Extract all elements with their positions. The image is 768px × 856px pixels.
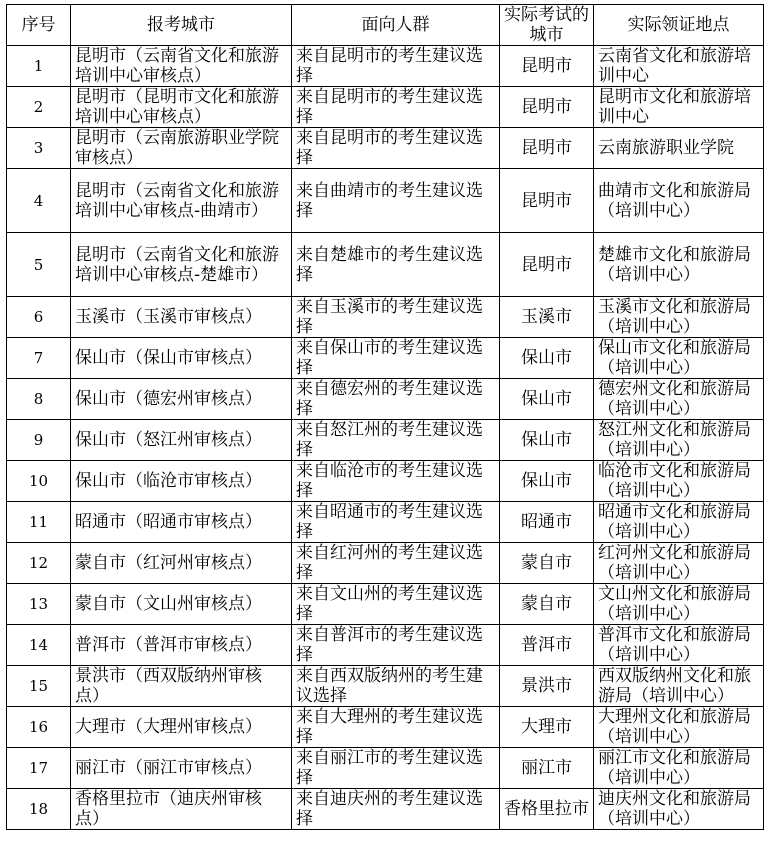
table-header-row	[7, 5, 764, 46]
row-index: 9	[7, 420, 71, 461]
row-audience: 来自怒江州的考生建议选择	[292, 420, 500, 461]
row-index: 4	[7, 169, 71, 233]
row-audience: 来自曲靖市的考生建议选择	[292, 169, 500, 233]
row-exam-city: 保山市（临沧市审核点）	[71, 461, 292, 502]
row-certificate-place: 云南省文化和旅游培训中心	[594, 46, 764, 87]
row-certificate-place: 迪庆州文化和旅游局（培训中心）	[594, 789, 764, 830]
row-index: 1	[7, 46, 71, 87]
row-exam-city: 昭通市（昭通市审核点）	[71, 502, 292, 543]
row-index: 18	[7, 789, 71, 830]
row-actual-exam-city: 普洱市	[500, 625, 594, 666]
header-audience: 面向人群	[292, 5, 500, 46]
row-actual-exam-city: 保山市	[500, 461, 594, 502]
table-row	[7, 461, 764, 502]
row-exam-city: 香格里拉市（迪庆州审核点）	[71, 789, 292, 830]
header-exam-city: 报考城市	[71, 5, 292, 46]
row-index: 7	[7, 338, 71, 379]
row-index: 14	[7, 625, 71, 666]
row-index: 8	[7, 379, 71, 420]
exam-city-table	[6, 4, 764, 830]
row-exam-city: 大理市（大理州审核点）	[71, 707, 292, 748]
row-index: 15	[7, 666, 71, 707]
row-exam-city: 蒙自市（红河州审核点）	[71, 543, 292, 584]
table-row	[7, 502, 764, 543]
table-row	[7, 420, 764, 461]
row-audience: 来自昭通市的考生建议选择	[292, 502, 500, 543]
table-row	[7, 707, 764, 748]
row-actual-exam-city: 昆明市	[500, 233, 594, 297]
table-row	[7, 666, 764, 707]
row-certificate-place: 玉溪市文化和旅游局（培训中心）	[594, 297, 764, 338]
row-actual-exam-city: 昆明市	[500, 169, 594, 233]
row-certificate-place: 怒江州文化和旅游局（培训中心）	[594, 420, 764, 461]
row-audience: 来自红河州的考生建议选择	[292, 543, 500, 584]
row-actual-exam-city: 保山市	[500, 420, 594, 461]
row-audience: 来自丽江市的考生建议选择	[292, 748, 500, 789]
row-certificate-place: 昭通市文化和旅游局（培训中心）	[594, 502, 764, 543]
table-row	[7, 338, 764, 379]
row-exam-city: 昆明市（昆明市文化和旅游培训中心审核点）	[71, 87, 292, 128]
row-exam-city: 玉溪市（玉溪市审核点）	[71, 297, 292, 338]
row-certificate-place: 丽江市文化和旅游局（培训中心）	[594, 748, 764, 789]
row-exam-city: 丽江市（丽江市审核点）	[71, 748, 292, 789]
row-audience: 来自玉溪市的考生建议选择	[292, 297, 500, 338]
row-index: 3	[7, 128, 71, 169]
header-index: 序号	[7, 5, 71, 46]
row-actual-exam-city: 昆明市	[500, 87, 594, 128]
row-exam-city: 昆明市（云南旅游职业学院审核点）	[71, 128, 292, 169]
row-actual-exam-city: 昆明市	[500, 46, 594, 87]
row-audience: 来自西双版纳州的考生建议选择	[292, 666, 500, 707]
row-audience: 来自临沧市的考生建议选择	[292, 461, 500, 502]
row-certificate-place: 普洱市文化和旅游局（培训中心）	[594, 625, 764, 666]
row-exam-city: 保山市（德宏州审核点）	[71, 379, 292, 420]
row-certificate-place: 楚雄市文化和旅游局（培训中心）	[594, 233, 764, 297]
document	[6, 4, 764, 830]
row-audience: 来自保山市的考生建议选择	[292, 338, 500, 379]
row-actual-exam-city: 昆明市	[500, 128, 594, 169]
row-actual-exam-city: 昭通市	[500, 502, 594, 543]
row-index: 5	[7, 233, 71, 297]
row-audience: 来自迪庆州的考生建议选择	[292, 789, 500, 830]
row-actual-exam-city: 蒙自市	[500, 543, 594, 584]
row-certificate-place: 红河州文化和旅游局（培训中心）	[594, 543, 764, 584]
row-index: 10	[7, 461, 71, 502]
row-certificate-place: 保山市文化和旅游局（培训中心）	[594, 338, 764, 379]
row-certificate-place: 曲靖市文化和旅游局（培训中心）	[594, 169, 764, 233]
row-index: 2	[7, 87, 71, 128]
table-row	[7, 128, 764, 169]
row-certificate-place: 云南旅游职业学院	[594, 128, 764, 169]
row-audience: 来自德宏州的考生建议选择	[292, 379, 500, 420]
row-index: 13	[7, 584, 71, 625]
row-index: 11	[7, 502, 71, 543]
row-certificate-place: 西双版纳州文化和旅游局（培训中心）	[594, 666, 764, 707]
row-audience: 来自昆明市的考生建议选择	[292, 87, 500, 128]
row-certificate-place: 昆明市文化和旅游培训中心	[594, 87, 764, 128]
row-index: 17	[7, 748, 71, 789]
row-exam-city: 昆明市（云南省文化和旅游培训中心审核点-楚雄市）	[71, 233, 292, 297]
row-exam-city: 保山市（保山市审核点）	[71, 338, 292, 379]
table-row	[7, 543, 764, 584]
table-row	[7, 748, 764, 789]
row-actual-exam-city: 保山市	[500, 338, 594, 379]
table-row	[7, 789, 764, 830]
row-audience: 来自昆明市的考生建议选择	[292, 46, 500, 87]
row-audience: 来自大理州的考生建议选择	[292, 707, 500, 748]
row-actual-exam-city: 大理市	[500, 707, 594, 748]
row-actual-exam-city: 蒙自市	[500, 584, 594, 625]
row-actual-exam-city: 玉溪市	[500, 297, 594, 338]
row-exam-city: 昆明市（云南省文化和旅游培训中心审核点-曲靖市）	[71, 169, 292, 233]
row-certificate-place: 大理州文化和旅游局（培训中心）	[594, 707, 764, 748]
row-index: 6	[7, 297, 71, 338]
header-certificate-place: 实际领证地点	[594, 5, 764, 46]
row-exam-city: 普洱市（普洱市审核点）	[71, 625, 292, 666]
row-actual-exam-city: 景洪市	[500, 666, 594, 707]
row-audience: 来自普洱市的考生建议选择	[292, 625, 500, 666]
row-index: 12	[7, 543, 71, 584]
row-audience: 来自楚雄市的考生建议选择	[292, 233, 500, 297]
row-actual-exam-city: 丽江市	[500, 748, 594, 789]
row-exam-city: 蒙自市（文山州审核点）	[71, 584, 292, 625]
row-exam-city: 景洪市（西双版纳州审核点）	[71, 666, 292, 707]
row-actual-exam-city: 保山市	[500, 379, 594, 420]
row-audience: 来自昆明市的考生建议选择	[292, 128, 500, 169]
row-exam-city: 昆明市（云南省文化和旅游培训中心审核点）	[71, 46, 292, 87]
table-row	[7, 169, 764, 233]
row-actual-exam-city: 香格里拉市	[500, 789, 594, 830]
header-actual-exam-city: 实际考试的城市	[500, 5, 594, 46]
table-row	[7, 625, 764, 666]
table-row	[7, 379, 764, 420]
row-certificate-place: 德宏州文化和旅游局（培训中心）	[594, 379, 764, 420]
row-certificate-place: 文山州文化和旅游局（培训中心）	[594, 584, 764, 625]
table-row	[7, 584, 764, 625]
row-index: 16	[7, 707, 71, 748]
table-row	[7, 233, 764, 297]
table-row	[7, 46, 764, 87]
row-exam-city: 保山市（怒江州审核点）	[71, 420, 292, 461]
table-row	[7, 297, 764, 338]
table-row	[7, 87, 764, 128]
row-audience: 来自文山州的考生建议选择	[292, 584, 500, 625]
row-certificate-place: 临沧市文化和旅游局（培训中心）	[594, 461, 764, 502]
